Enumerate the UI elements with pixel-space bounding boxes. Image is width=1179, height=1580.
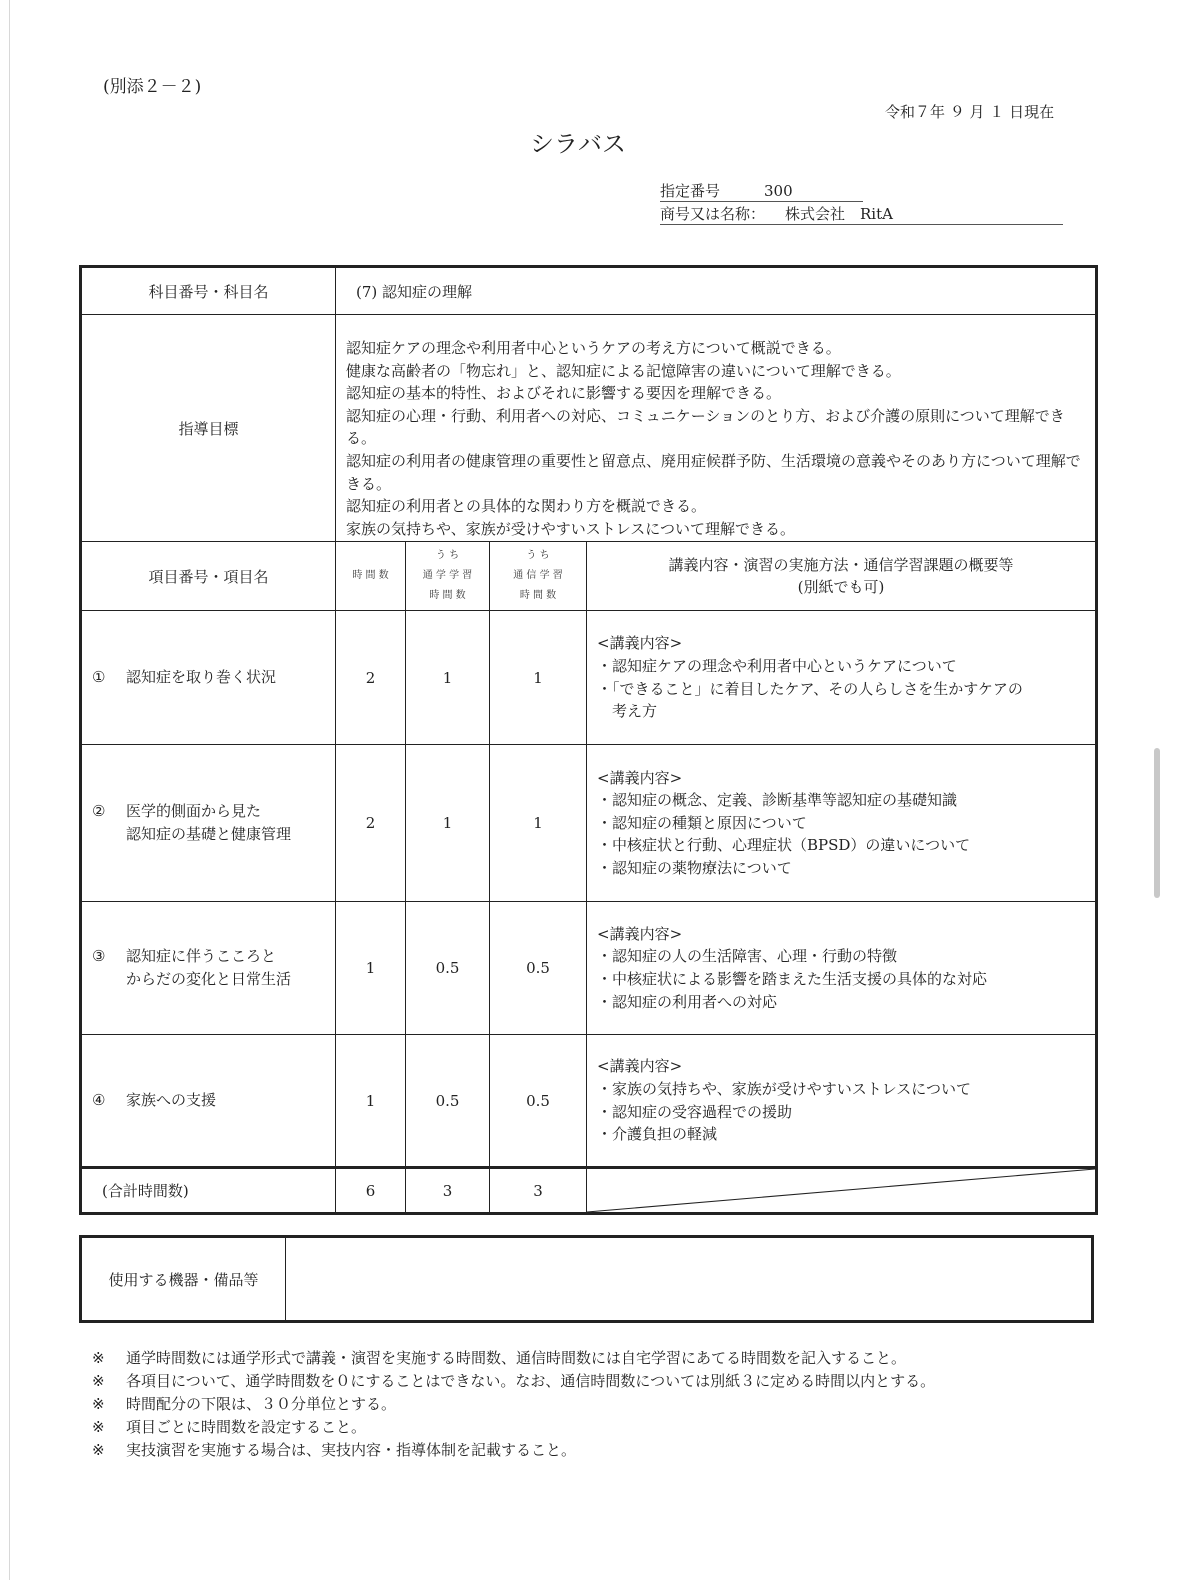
- note: ※ 実技演習を実施する場合は、実技内容・指導体制を記載すること。: [92, 1441, 577, 1459]
- commute-hours: 1: [406, 611, 490, 745]
- item-name: ③ 認知症に伴うこころと からだの変化と日常生活: [81, 902, 336, 1035]
- commute-hours: 1: [406, 745, 490, 902]
- col-correspondence: う ち 通 信 学 習 時 間 数: [490, 542, 587, 611]
- syllabus-table: [79, 265, 1098, 1215]
- commute-hours: 0.5: [406, 1035, 490, 1168]
- correspondence-hours: 1: [490, 611, 587, 745]
- col-commute: う ち 通 学 学 習 時 間 数: [406, 542, 490, 611]
- hours: 2: [336, 611, 406, 745]
- page-title: シラバス: [530, 130, 626, 158]
- content: <講義内容> ・認知症ケアの理念や利用者中心というケアについて ・「できること」に着目したケア、その人らしさを生かすケアの 考え方: [587, 611, 1097, 745]
- table-row: [81, 611, 1097, 745]
- col-hours: 時 間 数: [336, 542, 406, 611]
- equipment-value: [286, 1237, 1093, 1322]
- col-content: 講義内容・演習の実施方法・通信学習課題の概要等 (別紙でも可): [587, 542, 1097, 611]
- total-correspondence-hours: 3: [490, 1168, 587, 1214]
- notes: [92, 1347, 935, 1462]
- correspondence-hours: 0.5: [490, 902, 587, 1035]
- page-edge: [9, 0, 10, 1580]
- commute-hours: 0.5: [406, 902, 490, 1035]
- total-label: (合計時間数): [81, 1168, 336, 1214]
- note: ※ 各項目について、通学時間数を０にすることはできない。なお、通信時間数については別紙３に定める時間以内とする。: [92, 1372, 936, 1390]
- hours: 1: [336, 902, 406, 1035]
- table-row: [81, 902, 1097, 1035]
- designation-number: 指定番号 300: [660, 180, 863, 202]
- content: <講義内容> ・家族の気持ちや、家族が受けやすいストレスについて ・認知症の受容過程での援助 ・介護負担の軽減: [587, 1035, 1097, 1168]
- equipment-table: [79, 1235, 1094, 1323]
- subject-value: (7) 認知症の理解: [336, 267, 1097, 315]
- note: ※ 通学時間数には通学形式で講義・演習を実施する時間数、通信時間数には自宅学習にあてる時間数を記入すること。: [92, 1349, 907, 1367]
- item-name: ④ 家族への支援: [81, 1035, 336, 1168]
- correspondence-hours: 1: [490, 745, 587, 902]
- goals-text: 認知症ケアの理念や利用者中心というケアの考え方について概説できる。 健康な高齢者の「物忘れ」と、認知症による記憶障害の違いについて理解できる。 認知症の基本的特性、およびそれに影響する要因を理解できる。 認知症の心理・行動、利用者への対応、コミュニケーションのとり方、および介護の原則について理解できる。 認知症の利用者の健康管理の重要性と留意点、廃用症候群予防、生活環境の意義やそのあり方について理解できる。 認知症の利用者との具体的な関わり方を概説できる。 家族の気持ちや、家族が受けやすいストレスについて理解できる。: [336, 315, 1097, 542]
- item-name: ① 認知症を取り巻く状況: [81, 611, 336, 745]
- col-item: 項目番号・項目名: [81, 542, 336, 611]
- note: ※ 時間配分の下限は、３０分単位とする。: [92, 1395, 397, 1413]
- date: 令和７年 ９ 月 １ 日現在: [885, 103, 1055, 121]
- table-row: [81, 745, 1097, 902]
- company-name: 商号又は名称： 株式会社 RitA: [660, 203, 1063, 225]
- goals-row: [81, 315, 1097, 542]
- note: ※ 項目ごとに時間数を設定すること。: [92, 1418, 367, 1436]
- total-commute-hours: 3: [406, 1168, 490, 1214]
- header-row: [81, 542, 1097, 611]
- correspondence-hours: 0.5: [490, 1035, 587, 1168]
- subject-row: [81, 267, 1097, 315]
- scrollbar[interactable]: [1154, 748, 1160, 898]
- equipment-label: 使用する機器・備品等: [81, 1237, 286, 1322]
- item-name: ② 医学的側面から見た 認知症の基礎と健康管理: [81, 745, 336, 902]
- goals-label: 指導目標: [81, 315, 336, 542]
- subject-label: 科目番号・科目名: [81, 267, 336, 315]
- content: <講義内容> ・認知症の人の生活障害、心理・行動の特徴 ・中核症状による影響を踏まえた生活支援の具体的な対応 ・認知症の利用者への対応: [587, 902, 1097, 1035]
- table-row: [81, 1035, 1097, 1168]
- content: <講義内容> ・認知症の概念、定義、診断基準等認知症の基礎知識 ・認知症の種類と原因について ・中核症状と行動、心理症状（BPSD）の違いについて ・認知症の薬物療法について: [587, 745, 1097, 902]
- diagonal-blank-cell: [587, 1168, 1097, 1214]
- total-row: [81, 1168, 1097, 1214]
- total-hours: 6: [336, 1168, 406, 1214]
- attachment-label: (別添２－２): [103, 77, 202, 97]
- hours: 2: [336, 745, 406, 902]
- hours: 1: [336, 1035, 406, 1168]
